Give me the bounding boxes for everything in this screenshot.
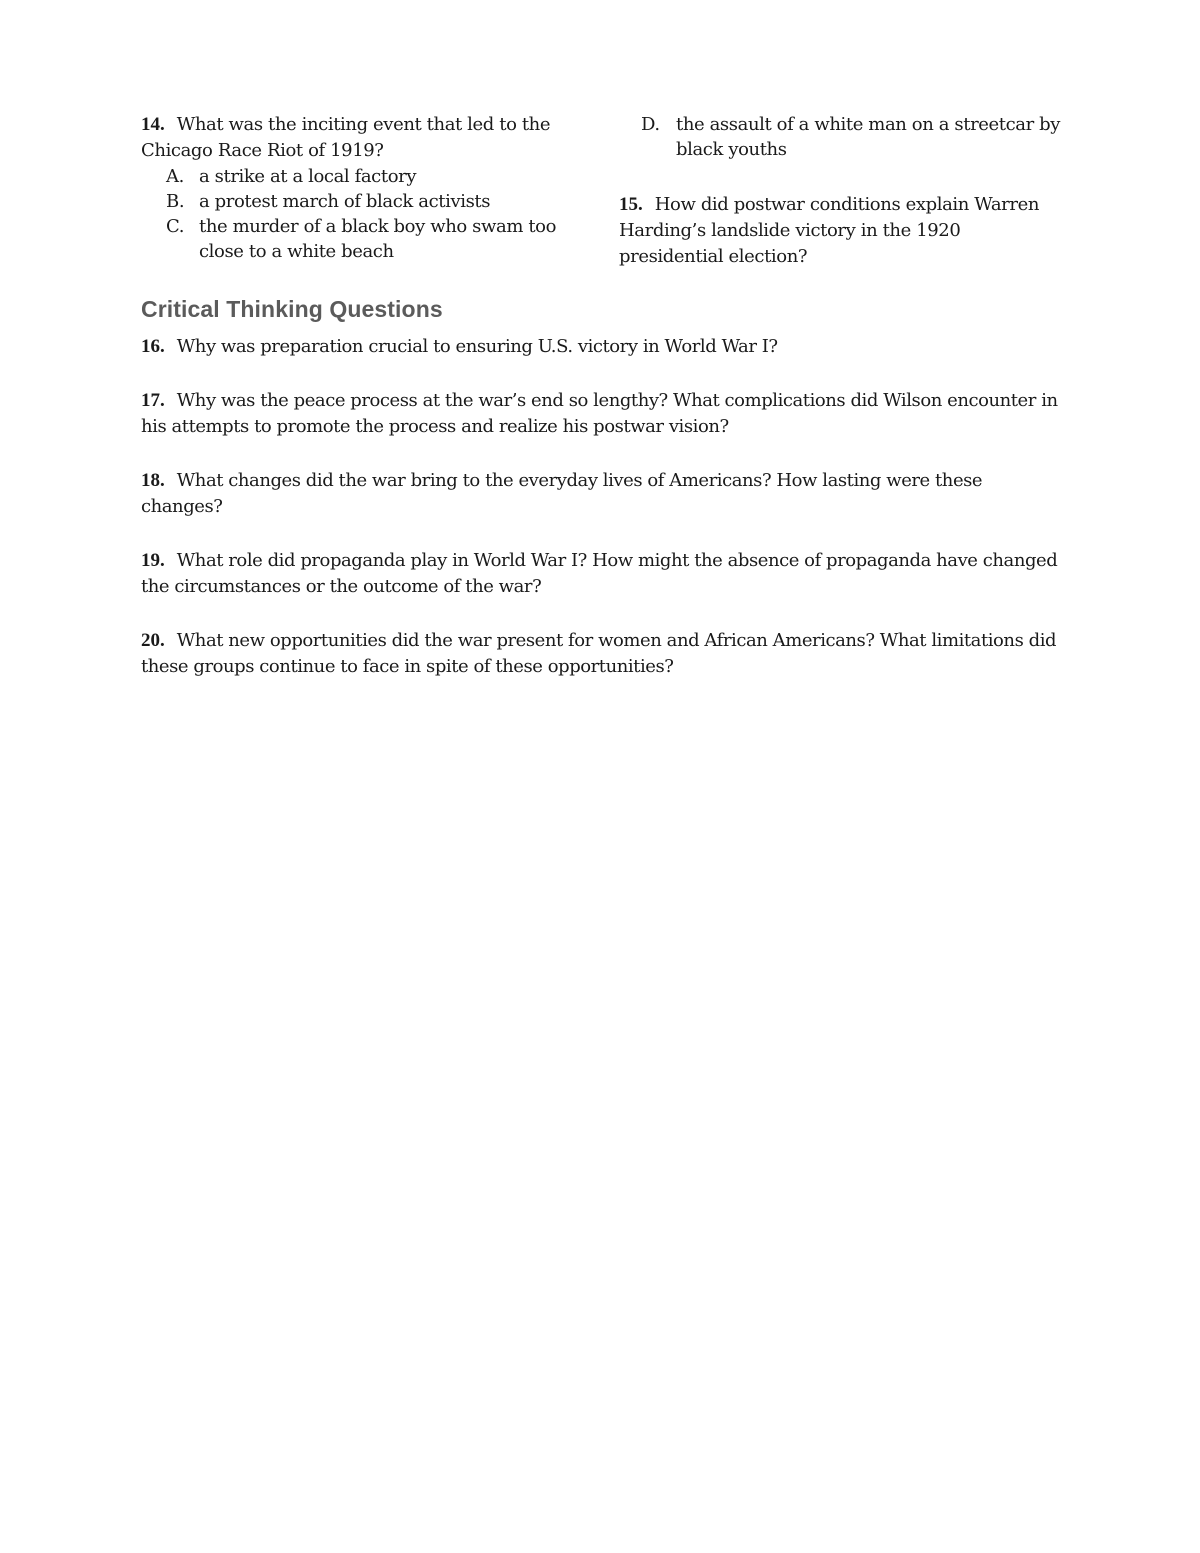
- question-text: What changes did the war bring to the everyday lives of Americans? How lasting were these changes?: [141, 470, 983, 517]
- question-text: What role did propaganda play in World War I? How might the absence of propaganda have changed the circumstances or the outcome of the war?: [141, 550, 1058, 597]
- section-heading: Critical Thinking Questions: [141, 296, 443, 322]
- option-letter: C.: [166, 216, 185, 237]
- option-text: a protest march of black activists: [199, 191, 491, 212]
- left-column: [141, 112, 581, 264]
- answer-option-d: [619, 112, 1069, 162]
- answer-options: [141, 164, 581, 264]
- question-number: 18.: [141, 470, 165, 491]
- question-17: [141, 388, 1066, 440]
- question-number: 19.: [141, 550, 165, 571]
- question-text: Why was preparation crucial to ensuring U.S. victory in World War I?: [176, 336, 778, 357]
- question-20: [141, 628, 1066, 680]
- question-text: How did postwar conditions explain Warren Harding’s landslide victory in the 1920 presidential election?: [619, 194, 1040, 267]
- question-number: 20.: [141, 630, 165, 651]
- question-16: [141, 334, 1066, 360]
- option-letter: B.: [166, 191, 185, 212]
- answer-option-b: [141, 189, 581, 214]
- question-18: [141, 468, 1066, 520]
- question-number: 14.: [141, 114, 165, 135]
- answer-options-continued: [619, 112, 1069, 162]
- question-number: 17.: [141, 390, 165, 411]
- question-19: [141, 548, 1066, 600]
- option-text: the murder of a black boy who swam too close to a white beach: [199, 216, 557, 262]
- option-letter: D.: [641, 114, 660, 135]
- option-text: the assault of a white man on a streetcar by black youths: [676, 114, 1061, 160]
- option-letter: A.: [166, 166, 184, 187]
- question-text: Why was the peace process at the war’s end so lengthy? What complications did Wilson encounter in his attempts to promote the process and realize his postwar vision?: [141, 390, 1058, 437]
- question-number: 15.: [619, 194, 643, 215]
- right-column: [619, 112, 1069, 270]
- question-number: 16.: [141, 336, 165, 357]
- option-text: a strike at a local factory: [199, 166, 417, 187]
- question-text: What was the inciting event that led to the Chicago Race Riot of 1919?: [141, 114, 551, 161]
- answer-option-c: [141, 214, 581, 264]
- answer-option-a: [141, 164, 581, 189]
- question-15: [619, 192, 1069, 270]
- question-14: [141, 112, 581, 164]
- question-text: What new opportunities did the war present for women and African Americans? What limitations did these groups continue to face in spite of these opportunities?: [141, 630, 1057, 677]
- critical-thinking-questions: [141, 334, 1066, 708]
